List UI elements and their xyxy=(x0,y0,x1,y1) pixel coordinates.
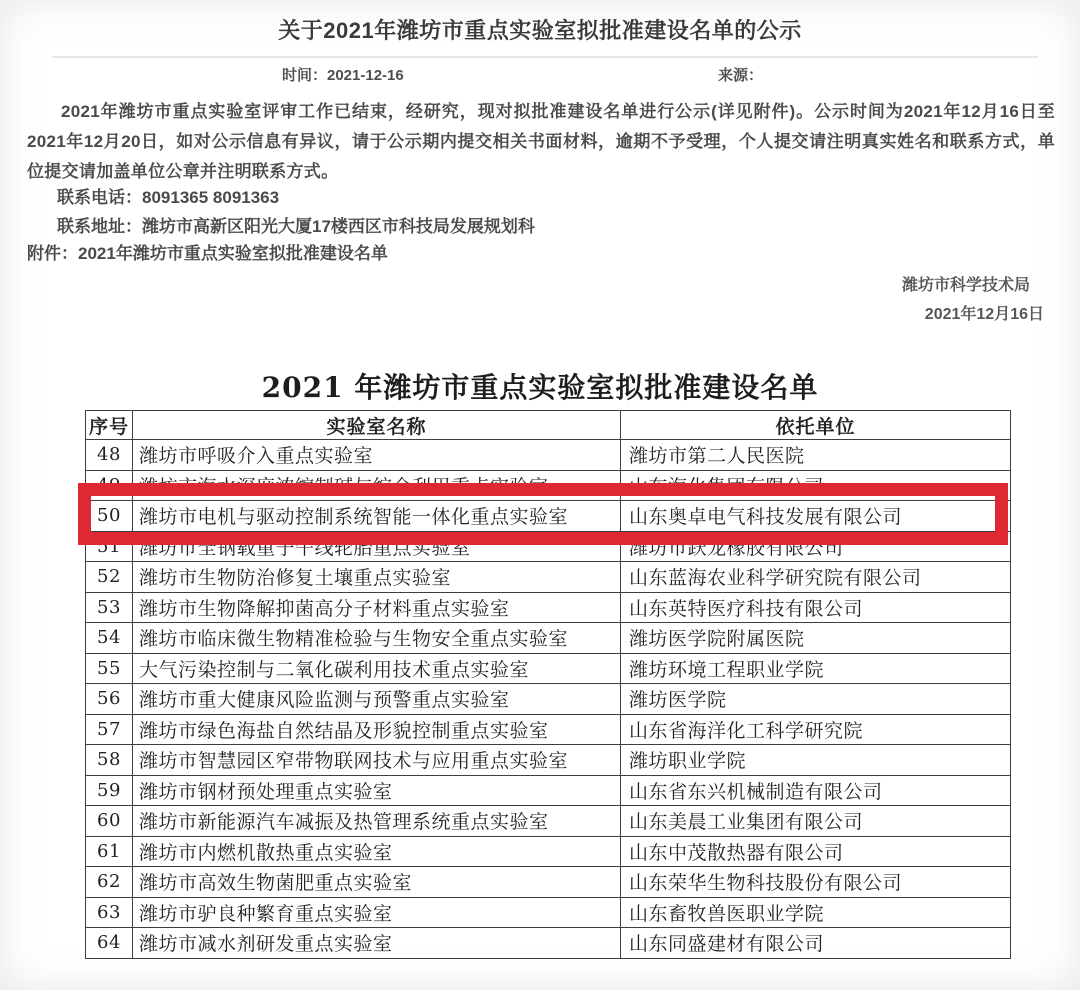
cell-no: 54 xyxy=(86,623,133,654)
attachment-line: 附件：2021年潍坊市重点实验室拟批准建设名单 xyxy=(27,244,388,263)
cell-org: 山东荣华生物科技股份有限公司 xyxy=(621,867,1011,898)
cell-lab: 潍坊市高效生物菌肥重点实验室 xyxy=(133,867,621,898)
cell-no: 50 xyxy=(86,501,133,532)
cell-no: 60 xyxy=(86,806,133,837)
contact-address: 联系地址：潍坊市高新区阳光大厦17楼西区市科技局发展规划科 xyxy=(57,216,535,236)
cell-no: 58 xyxy=(86,745,133,776)
cell-org: 山东畜牧兽医职业学院 xyxy=(621,897,1011,928)
announcement-body: 2021年潍坊市重点实验室评审工作已结束，经研究，现对拟批准建设名单进行公示(详见附件)。公示时间为2021年12月16日至2021年12月20日，如对公示信息有异议，请于公示期内提交相关书面材料，逾期不予受理，个人提交请注明真实姓名和联系方式，单位提交请加盖单位公章并注明联系方式。 xyxy=(27,102,1055,181)
cell-lab: 潍坊市驴良种繁育重点实验室 xyxy=(133,897,621,928)
table-row xyxy=(86,745,1011,776)
cell-lab: 大气污染控制与二氧化碳利用技术重点实验室 xyxy=(133,653,621,684)
cell-org: 潍坊市第二人民医院 xyxy=(621,440,1011,471)
cell-org: 山东英特医疗科技有限公司 xyxy=(621,592,1011,623)
cell-no: 48 xyxy=(86,440,133,471)
table-row xyxy=(86,836,1011,867)
cell-org: 潍坊医学院 xyxy=(621,684,1011,715)
cell-no: 52 xyxy=(86,562,133,593)
cell-no: 49 xyxy=(86,470,133,501)
cell-org: 山东中茂散热器有限公司 xyxy=(621,836,1011,867)
page-title: 关于2021年潍坊市重点实验室拟批准建设名单的公示 xyxy=(278,18,802,43)
cell-org: 山东蓝海农业科学研究院有限公司 xyxy=(621,562,1011,593)
cell-lab: 潍坊市呼吸介入重点实验室 xyxy=(133,440,621,471)
cell-lab: 潍坊市智慧园区窄带物联网技术与应用重点实验室 xyxy=(133,745,621,776)
cell-no: 57 xyxy=(86,714,133,745)
table-row xyxy=(86,501,1011,532)
cell-no: 62 xyxy=(86,867,133,898)
table-title: 2021 年潍坊市重点实验室拟批准建设名单 xyxy=(261,371,819,404)
cell-lab: 潍坊市重大健康风险监测与预警重点实验室 xyxy=(133,684,621,715)
cell-no: 51 xyxy=(86,531,133,562)
cell-lab: 潍坊市生物降解抑菌高分子材料重点实验室 xyxy=(133,592,621,623)
contact-phone: 联系电话：8091365 8091363 xyxy=(57,188,280,207)
cell-lab: 潍坊市全钢载重子午线轮胎重点实验室 xyxy=(133,531,621,562)
cell-lab: 潍坊市钢材预处理重点实验室 xyxy=(133,775,621,806)
cell-lab: 潍坊市绿色海盐自然结晶及形貌控制重点实验室 xyxy=(133,714,621,745)
cell-org: 山东奥卓电气科技发展有限公司 xyxy=(621,501,1011,532)
meta-row xyxy=(0,64,1080,86)
header-supporting-org: 依托单位 xyxy=(621,411,1011,440)
table-row xyxy=(86,714,1011,745)
table-row xyxy=(86,623,1011,654)
header-divider xyxy=(52,56,1038,58)
table-row xyxy=(86,562,1011,593)
cell-lab: 潍坊市生物防治修复土壤重点实验室 xyxy=(133,562,621,593)
cell-org: 潍坊环境工程职业学院 xyxy=(621,653,1011,684)
signature-date: 2021年12月16日 xyxy=(924,306,1044,323)
cell-org: 山东美晨工业集团有限公司 xyxy=(621,806,1011,837)
table-row xyxy=(86,684,1011,715)
table-row xyxy=(86,867,1011,898)
cell-no: 56 xyxy=(86,684,133,715)
cell-no: 64 xyxy=(86,928,133,959)
cell-org: 潍坊职业学院 xyxy=(621,745,1011,776)
table-row xyxy=(86,806,1011,837)
header-lab-name: 实验室名称 xyxy=(133,411,621,440)
cell-org: 潍坊市跃龙橡胶有限公司 xyxy=(621,531,1011,562)
table-row xyxy=(86,653,1011,684)
source-label: 来源： xyxy=(718,67,764,84)
cell-org: 潍坊医学院附属医院 xyxy=(621,623,1011,654)
cell-lab: 潍坊市新能源汽车减振及热管理系统重点实验室 xyxy=(133,806,621,837)
cell-no: 53 xyxy=(86,592,133,623)
cell-no: 61 xyxy=(86,836,133,867)
table-row xyxy=(86,928,1011,959)
signature-organization: 潍坊市科学技术局 xyxy=(901,277,1030,294)
cell-lab: 潍坊市电机与驱动控制系统智能一体化重点实验室 xyxy=(133,501,621,532)
cell-org: 山东海化集团有限公司 xyxy=(621,470,1011,501)
cell-no: 59 xyxy=(86,775,133,806)
publish-time: 时间：2021-12-16 xyxy=(282,67,404,84)
cell-no: 63 xyxy=(86,897,133,928)
table-row xyxy=(86,470,1011,501)
cell-org: 山东同盛建材有限公司 xyxy=(621,928,1011,959)
lab-list-table xyxy=(85,410,1011,959)
header-no: 序号 xyxy=(86,411,133,440)
cell-lab: 潍坊市减水剂研发重点实验室 xyxy=(133,928,621,959)
cell-lab: 潍坊市临床微生物精准检验与生物安全重点实验室 xyxy=(133,623,621,654)
table-row xyxy=(86,531,1011,562)
table-row xyxy=(86,440,1011,471)
table-header-row xyxy=(86,411,1011,440)
cell-org: 山东省东兴机械制造有限公司 xyxy=(621,775,1011,806)
table-row xyxy=(86,775,1011,806)
cell-no: 55 xyxy=(86,653,133,684)
table-row xyxy=(86,897,1011,928)
cell-lab: 潍坊市海水深度浓缩制碱与综合利用重点实验室 xyxy=(133,470,621,501)
contact-block xyxy=(57,184,535,241)
cell-org: 山东省海洋化工科学研究院 xyxy=(621,714,1011,745)
table-row xyxy=(86,592,1011,623)
cell-lab: 潍坊市内燃机散热重点实验室 xyxy=(133,836,621,867)
